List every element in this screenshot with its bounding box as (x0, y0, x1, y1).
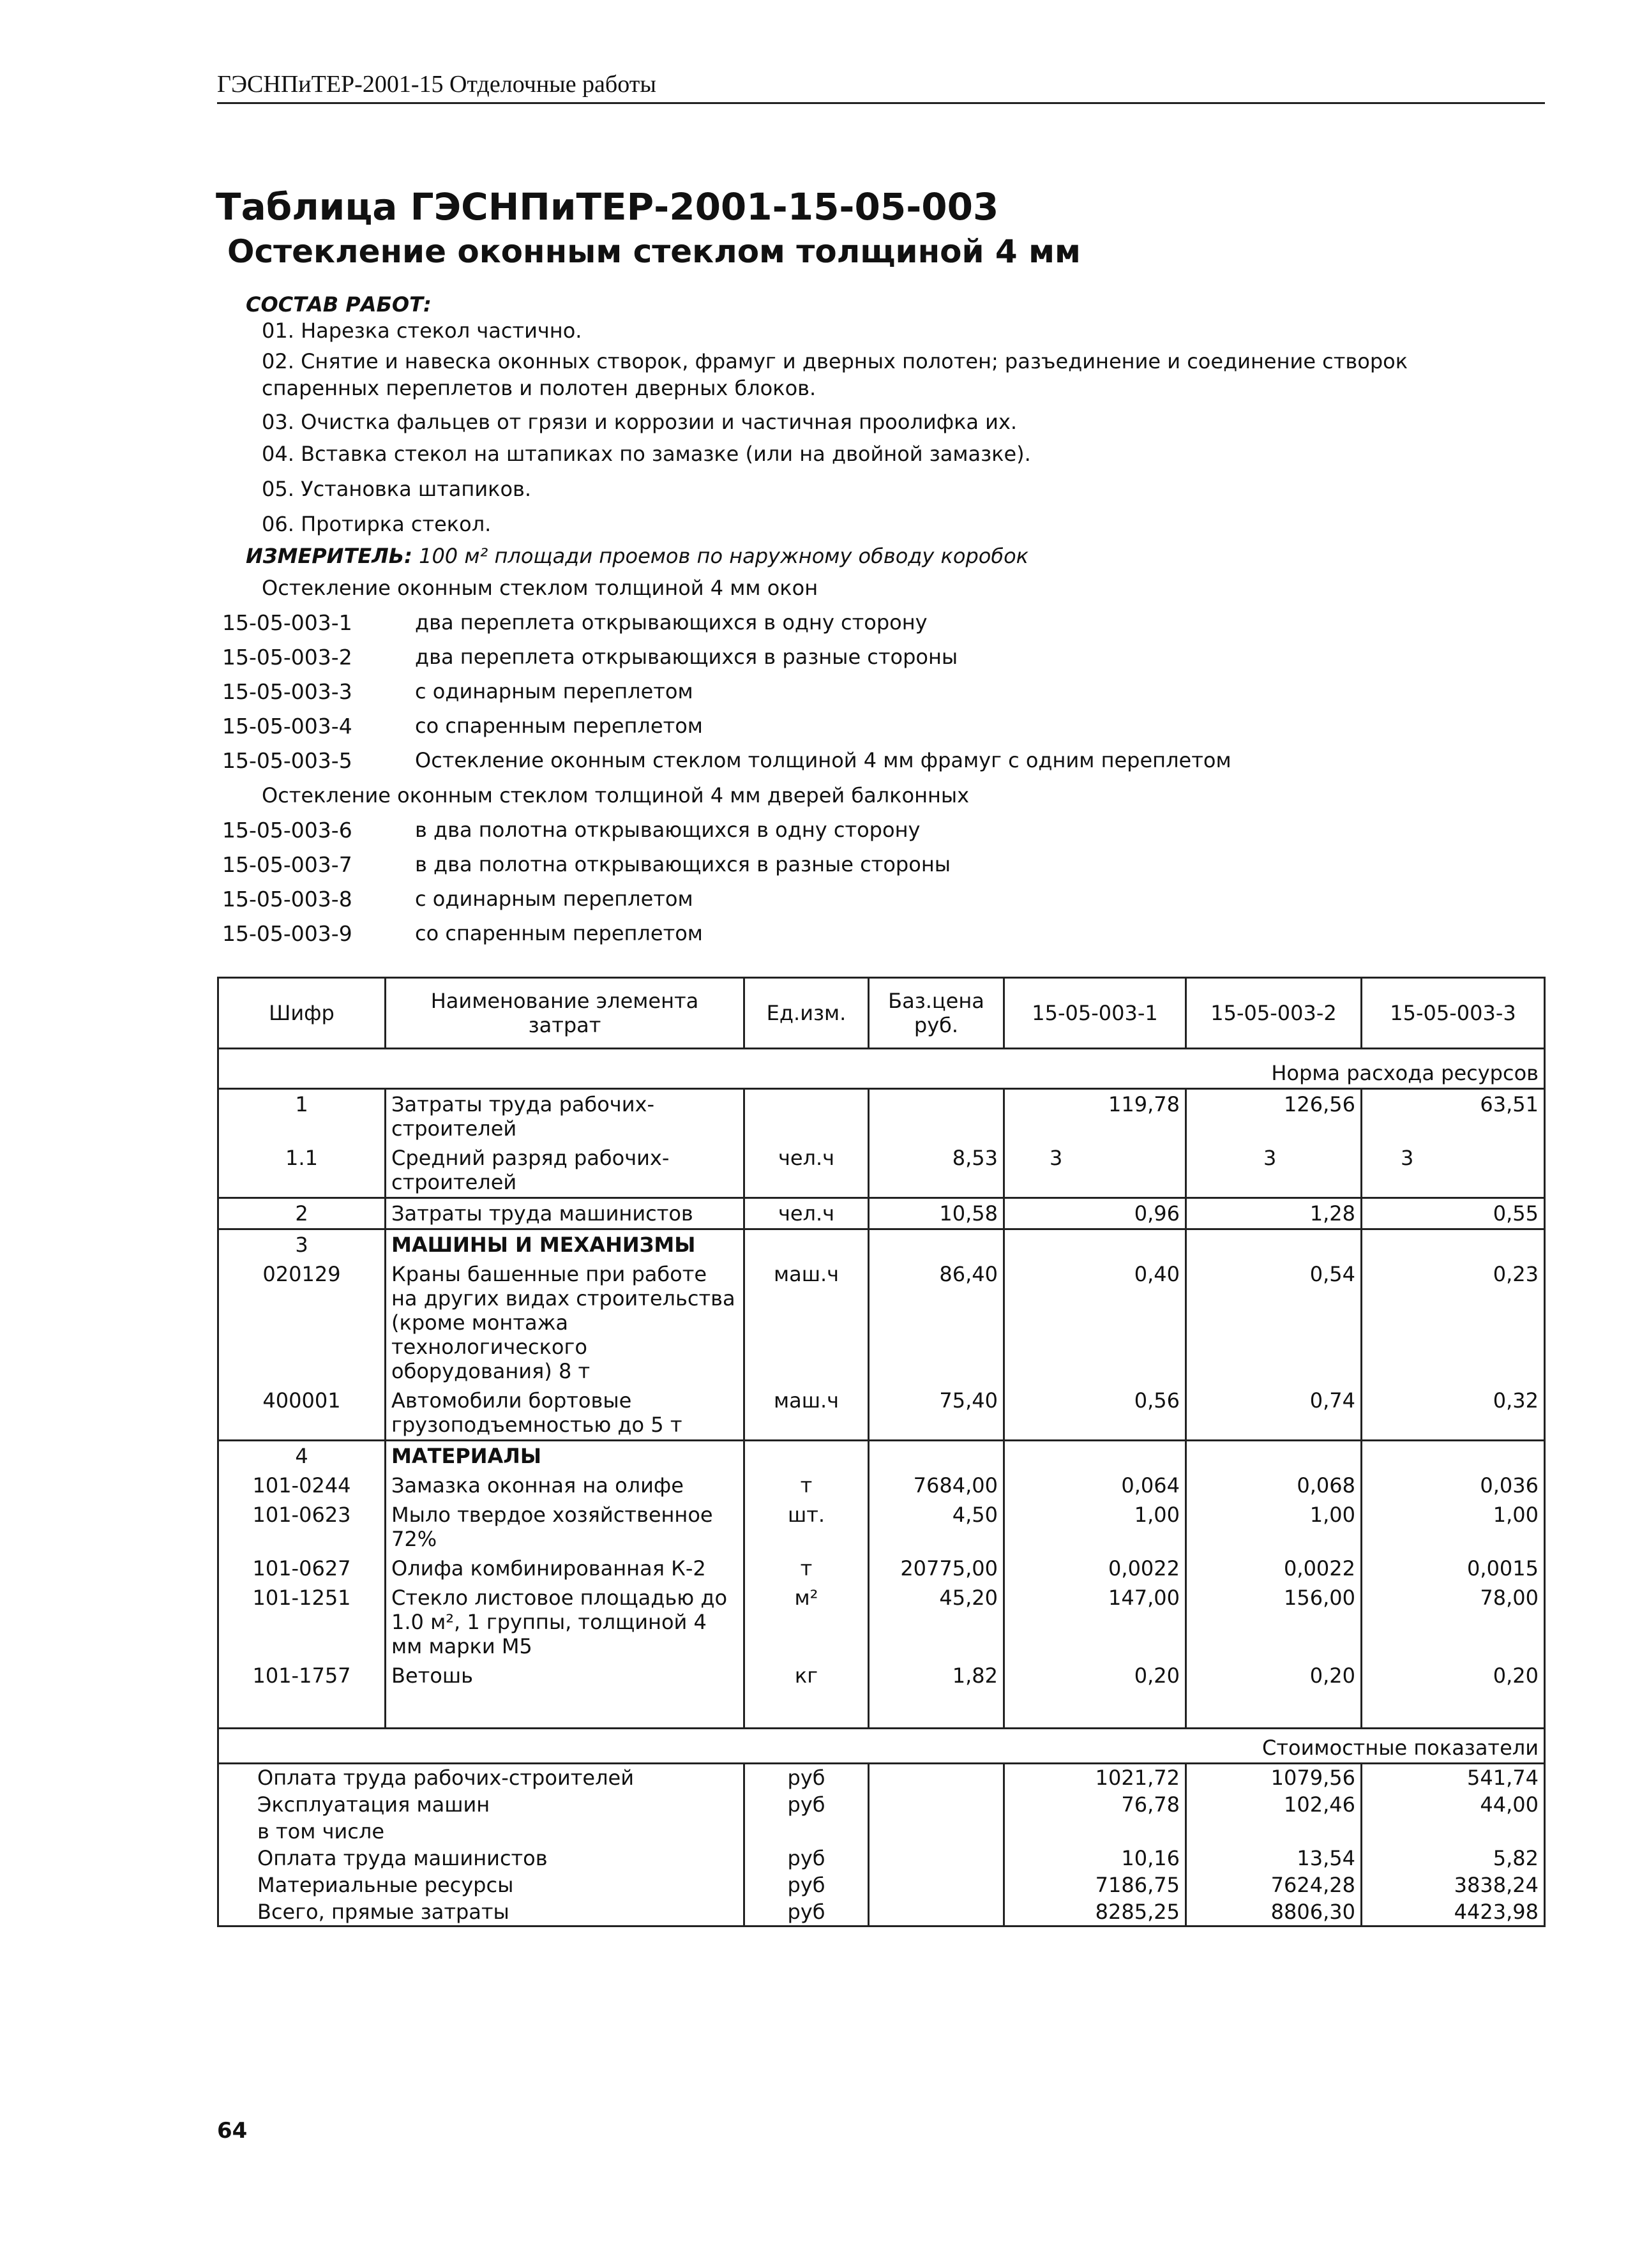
work-item: 02. Снятие и навеска оконных створок, фрамуг и дверных полотен; разъединение и соединение створок спаренных переплетов и полотен дверных блоков. (262, 349, 1408, 400)
item-code: 15-05-003-1 (222, 610, 352, 635)
cost-value-2: 102,46 (1186, 1791, 1362, 1818)
running-header: ГЭСНПиТЕР-2001-15 Отделочные работы (217, 70, 1545, 104)
row-value-1: 0,40 (1004, 1259, 1186, 1386)
cost-unit: руб (744, 1764, 869, 1792)
cost-row (218, 1764, 1545, 1792)
table-header-row (218, 978, 1545, 1049)
row-code: 1 (218, 1089, 386, 1144)
row-name: Мыло твердое хозяйственное 72% (386, 1500, 744, 1554)
item-code: 15-05-003-7 (222, 852, 352, 877)
table-row (218, 1259, 1545, 1386)
row-name: Замазка оконная на олифе (386, 1471, 744, 1500)
row-value-1: 0,20 (1004, 1661, 1186, 1690)
row-price: 86,40 (869, 1259, 1004, 1386)
cost-value-1: 8285,25 (1004, 1898, 1186, 1926)
row-name: Краны башенные при работе на других видах строительства (кроме монтажа технологического оборудования) 8 т (386, 1259, 744, 1386)
table-row (218, 1441, 1545, 1471)
row-value-1: 1,00 (1004, 1500, 1186, 1554)
item-desc: Остекление оконным стеклом толщиной 4 мм фрамуг с одним переплетом (415, 748, 1231, 772)
row-code: 101-1251 (218, 1583, 386, 1661)
cost-value-3: 4423,98 (1362, 1898, 1545, 1926)
table-title: Таблица ГЭСНПиТЕР-2001-15-05-003 (216, 185, 999, 229)
row-price: 1,82 (869, 1661, 1004, 1690)
row-value-1: 119,78 (1004, 1089, 1186, 1144)
table-row (218, 1554, 1545, 1583)
meter-label: ИЗМЕРИТЕЛЬ: (246, 544, 412, 568)
row-value-3: 0,23 (1362, 1259, 1545, 1386)
row-unit: шт. (744, 1500, 869, 1554)
cost-name: Оплата труда рабочих-строителей (218, 1764, 744, 1792)
cost-unit: руб (744, 1791, 869, 1818)
work-item: 01. Нарезка стекол частично. (262, 319, 582, 343)
item-desc: два переплета открывающихся в одну сторону (415, 610, 928, 635)
item-code: 15-05-003-9 (222, 921, 352, 946)
item-desc: со спаренным переплетом (415, 921, 703, 945)
cost-row (218, 1845, 1545, 1872)
table-row (218, 1229, 1545, 1260)
table-row (218, 1661, 1545, 1690)
row-price (869, 1089, 1004, 1144)
row-value-3: 3 (1362, 1143, 1545, 1198)
row-price: 45,20 (869, 1583, 1004, 1661)
row-value-1: 3 (1004, 1143, 1186, 1198)
col-header: 15-05-003-3 (1362, 978, 1545, 1049)
row-name: Средний разряд рабочих-строителей (386, 1143, 744, 1198)
item-code: 15-05-003-3 (222, 679, 352, 704)
page-number: 64 (217, 2118, 248, 2144)
work-item: 06. Протирка стекол. (262, 512, 492, 536)
table-row (218, 1500, 1545, 1554)
row-price: 4,50 (869, 1500, 1004, 1554)
col-header: 15-05-003-1 (1004, 978, 1186, 1049)
group-heading: Остекление оконным стеклом толщиной 4 мм дверей балконных (262, 783, 970, 807)
cost-name: Всего, прямые затраты (218, 1898, 744, 1926)
work-content-label: СОСТАВ РАБОТ: (246, 292, 432, 317)
cost-name: в том числе (218, 1818, 744, 1845)
cost-unit: руб (744, 1872, 869, 1898)
cost-label: Стоимостные показатели (218, 1729, 1545, 1764)
item-desc: с одинарным переплетом (415, 887, 693, 911)
row-value-3: 78,00 (1362, 1583, 1545, 1661)
row-value-2: 1,28 (1186, 1198, 1362, 1229)
norma-row (218, 1049, 1545, 1089)
row-code: 101-0623 (218, 1500, 386, 1554)
row-code: 4 (218, 1441, 386, 1471)
cost-row (218, 1872, 1545, 1898)
row-value-3: 0,20 (1362, 1661, 1545, 1690)
table-row (218, 1471, 1545, 1500)
item-code: 15-05-003-6 (222, 818, 352, 843)
row-unit: т (744, 1471, 869, 1500)
col-header: Наименование элемента затрат (386, 978, 744, 1049)
row-unit: маш.ч (744, 1259, 869, 1386)
work-item: 04. Вставка стекол на штапиках по замазке (или на двойной замазке). (262, 442, 1031, 466)
col-header: Баз.цена руб. (869, 978, 1004, 1049)
cost-row (218, 1818, 1545, 1845)
row-unit: маш.ч (744, 1386, 869, 1441)
cost-value-1: 7186,75 (1004, 1872, 1186, 1898)
row-code: 2 (218, 1198, 386, 1229)
col-header: 15-05-003-2 (1186, 978, 1362, 1049)
work-item: 03. Очистка фальцев от грязи и коррозии и частичная проолифка их. (262, 410, 1018, 434)
row-value-2: 0,068 (1186, 1471, 1362, 1500)
table-row (218, 1143, 1545, 1198)
table-subtitle: Остекление оконным стеклом толщиной 4 мм (227, 233, 1081, 270)
work-item: 05. Установка штапиков. (262, 477, 532, 501)
row-value-2: 0,20 (1186, 1661, 1362, 1690)
row-unit (744, 1089, 869, 1144)
cost-value-2: 7624,28 (1186, 1872, 1362, 1898)
row-name: Автомобили бортовые грузоподъемностью до 5 т (386, 1386, 744, 1441)
row-code: 400001 (218, 1386, 386, 1441)
row-code: 1.1 (218, 1143, 386, 1198)
table-row (218, 1089, 1545, 1144)
row-value-2: 0,0022 (1186, 1554, 1362, 1583)
row-value-2: 126,56 (1186, 1089, 1362, 1144)
row-unit: кг (744, 1661, 869, 1690)
cost-value-3: 44,00 (1362, 1791, 1545, 1818)
row-unit: чел.ч (744, 1198, 869, 1229)
item-code: 15-05-003-5 (222, 748, 352, 773)
row-code: 101-0244 (218, 1471, 386, 1500)
table-row (218, 1583, 1545, 1661)
table-row (218, 1386, 1545, 1441)
cost-value-2: 13,54 (1186, 1845, 1362, 1872)
row-value-3: 0,036 (1362, 1471, 1545, 1500)
cost-value-2: 8806,30 (1186, 1898, 1362, 1926)
row-value-1: 0,064 (1004, 1471, 1186, 1500)
row-name: Стекло листовое площадью до 1.0 м², 1 группы, толщиной 4 мм марки М5 (386, 1583, 744, 1661)
cost-label-row (218, 1729, 1545, 1764)
row-unit: м² (744, 1583, 869, 1661)
row-code: 3 (218, 1229, 386, 1260)
spacer-row (218, 1690, 1545, 1729)
item-code: 15-05-003-2 (222, 645, 352, 670)
table-row (218, 1198, 1545, 1229)
col-header: Ед.изм. (744, 978, 869, 1049)
row-value-1: 0,0022 (1004, 1554, 1186, 1583)
item-desc: в два полотна открывающихся в разные стороны (415, 852, 951, 876)
section-heading: МАТЕРИАЛЫ (386, 1441, 744, 1471)
resource-table (217, 977, 1546, 1927)
row-price: 75,40 (869, 1386, 1004, 1441)
cost-row (218, 1791, 1545, 1818)
row-value-1: 147,00 (1004, 1583, 1186, 1661)
cost-value-1: 76,78 (1004, 1791, 1186, 1818)
cost-unit: руб (744, 1898, 869, 1926)
group-heading: Остекление оконным стеклом толщиной 4 мм окон (262, 576, 818, 600)
cost-value-1: 10,16 (1004, 1845, 1186, 1872)
meter-text: 100 м² площади проемов по наружному обводу коробок (419, 544, 1028, 568)
item-desc: с одинарным переплетом (415, 679, 693, 703)
row-price: 10,58 (869, 1198, 1004, 1229)
col-header: Шифр (218, 978, 386, 1049)
item-desc: со спаренным переплетом (415, 714, 703, 738)
row-value-3: 0,32 (1362, 1386, 1545, 1441)
row-code: 101-1757 (218, 1661, 386, 1690)
row-value-3: 0,55 (1362, 1198, 1545, 1229)
row-unit: чел.ч (744, 1143, 869, 1198)
norma-label: Норма расхода ресурсов (218, 1049, 1545, 1089)
section-heading: МАШИНЫ И МЕХАНИЗМЫ (386, 1229, 744, 1260)
row-value-2: 0,74 (1186, 1386, 1362, 1441)
row-value-2: 3 (1186, 1143, 1362, 1198)
row-value-3: 0,0015 (1362, 1554, 1545, 1583)
row-code: 020129 (218, 1259, 386, 1386)
cost-value-3: 541,74 (1362, 1764, 1545, 1792)
cost-value-2: 1079,56 (1186, 1764, 1362, 1792)
meter-line (246, 544, 1028, 568)
row-name: Затраты труда рабочих-строителей (386, 1089, 744, 1144)
cost-name: Оплата труда машинистов (218, 1845, 744, 1872)
row-name: Ветошь (386, 1661, 744, 1690)
row-price: 8,53 (869, 1143, 1004, 1198)
cost-row (218, 1898, 1545, 1926)
item-code: 15-05-003-4 (222, 714, 352, 739)
row-value-1: 0,56 (1004, 1386, 1186, 1441)
row-name: Затраты труда машинистов (386, 1198, 744, 1229)
row-code: 101-0627 (218, 1554, 386, 1583)
row-value-1: 0,96 (1004, 1198, 1186, 1229)
item-desc: в два полотна открывающихся в одну сторону (415, 818, 921, 842)
row-price: 7684,00 (869, 1471, 1004, 1500)
cost-value-1: 1021,72 (1004, 1764, 1186, 1792)
cost-value-3: 3838,24 (1362, 1872, 1545, 1898)
row-value-3: 1,00 (1362, 1500, 1545, 1554)
row-value-2: 0,54 (1186, 1259, 1362, 1386)
row-name: Олифа комбинированная К-2 (386, 1554, 744, 1583)
row-value-2: 1,00 (1186, 1500, 1362, 1554)
cost-name: Эксплуатация машин (218, 1791, 744, 1818)
item-code: 15-05-003-8 (222, 887, 352, 912)
item-desc: два переплета открывающихся в разные стороны (415, 645, 958, 669)
cost-unit: руб (744, 1845, 869, 1872)
cost-value-3: 5,82 (1362, 1845, 1545, 1872)
cost-name: Материальные ресурсы (218, 1872, 744, 1898)
row-price: 20775,00 (869, 1554, 1004, 1583)
row-value-3: 63,51 (1362, 1089, 1545, 1144)
row-unit: т (744, 1554, 869, 1583)
row-value-2: 156,00 (1186, 1583, 1362, 1661)
